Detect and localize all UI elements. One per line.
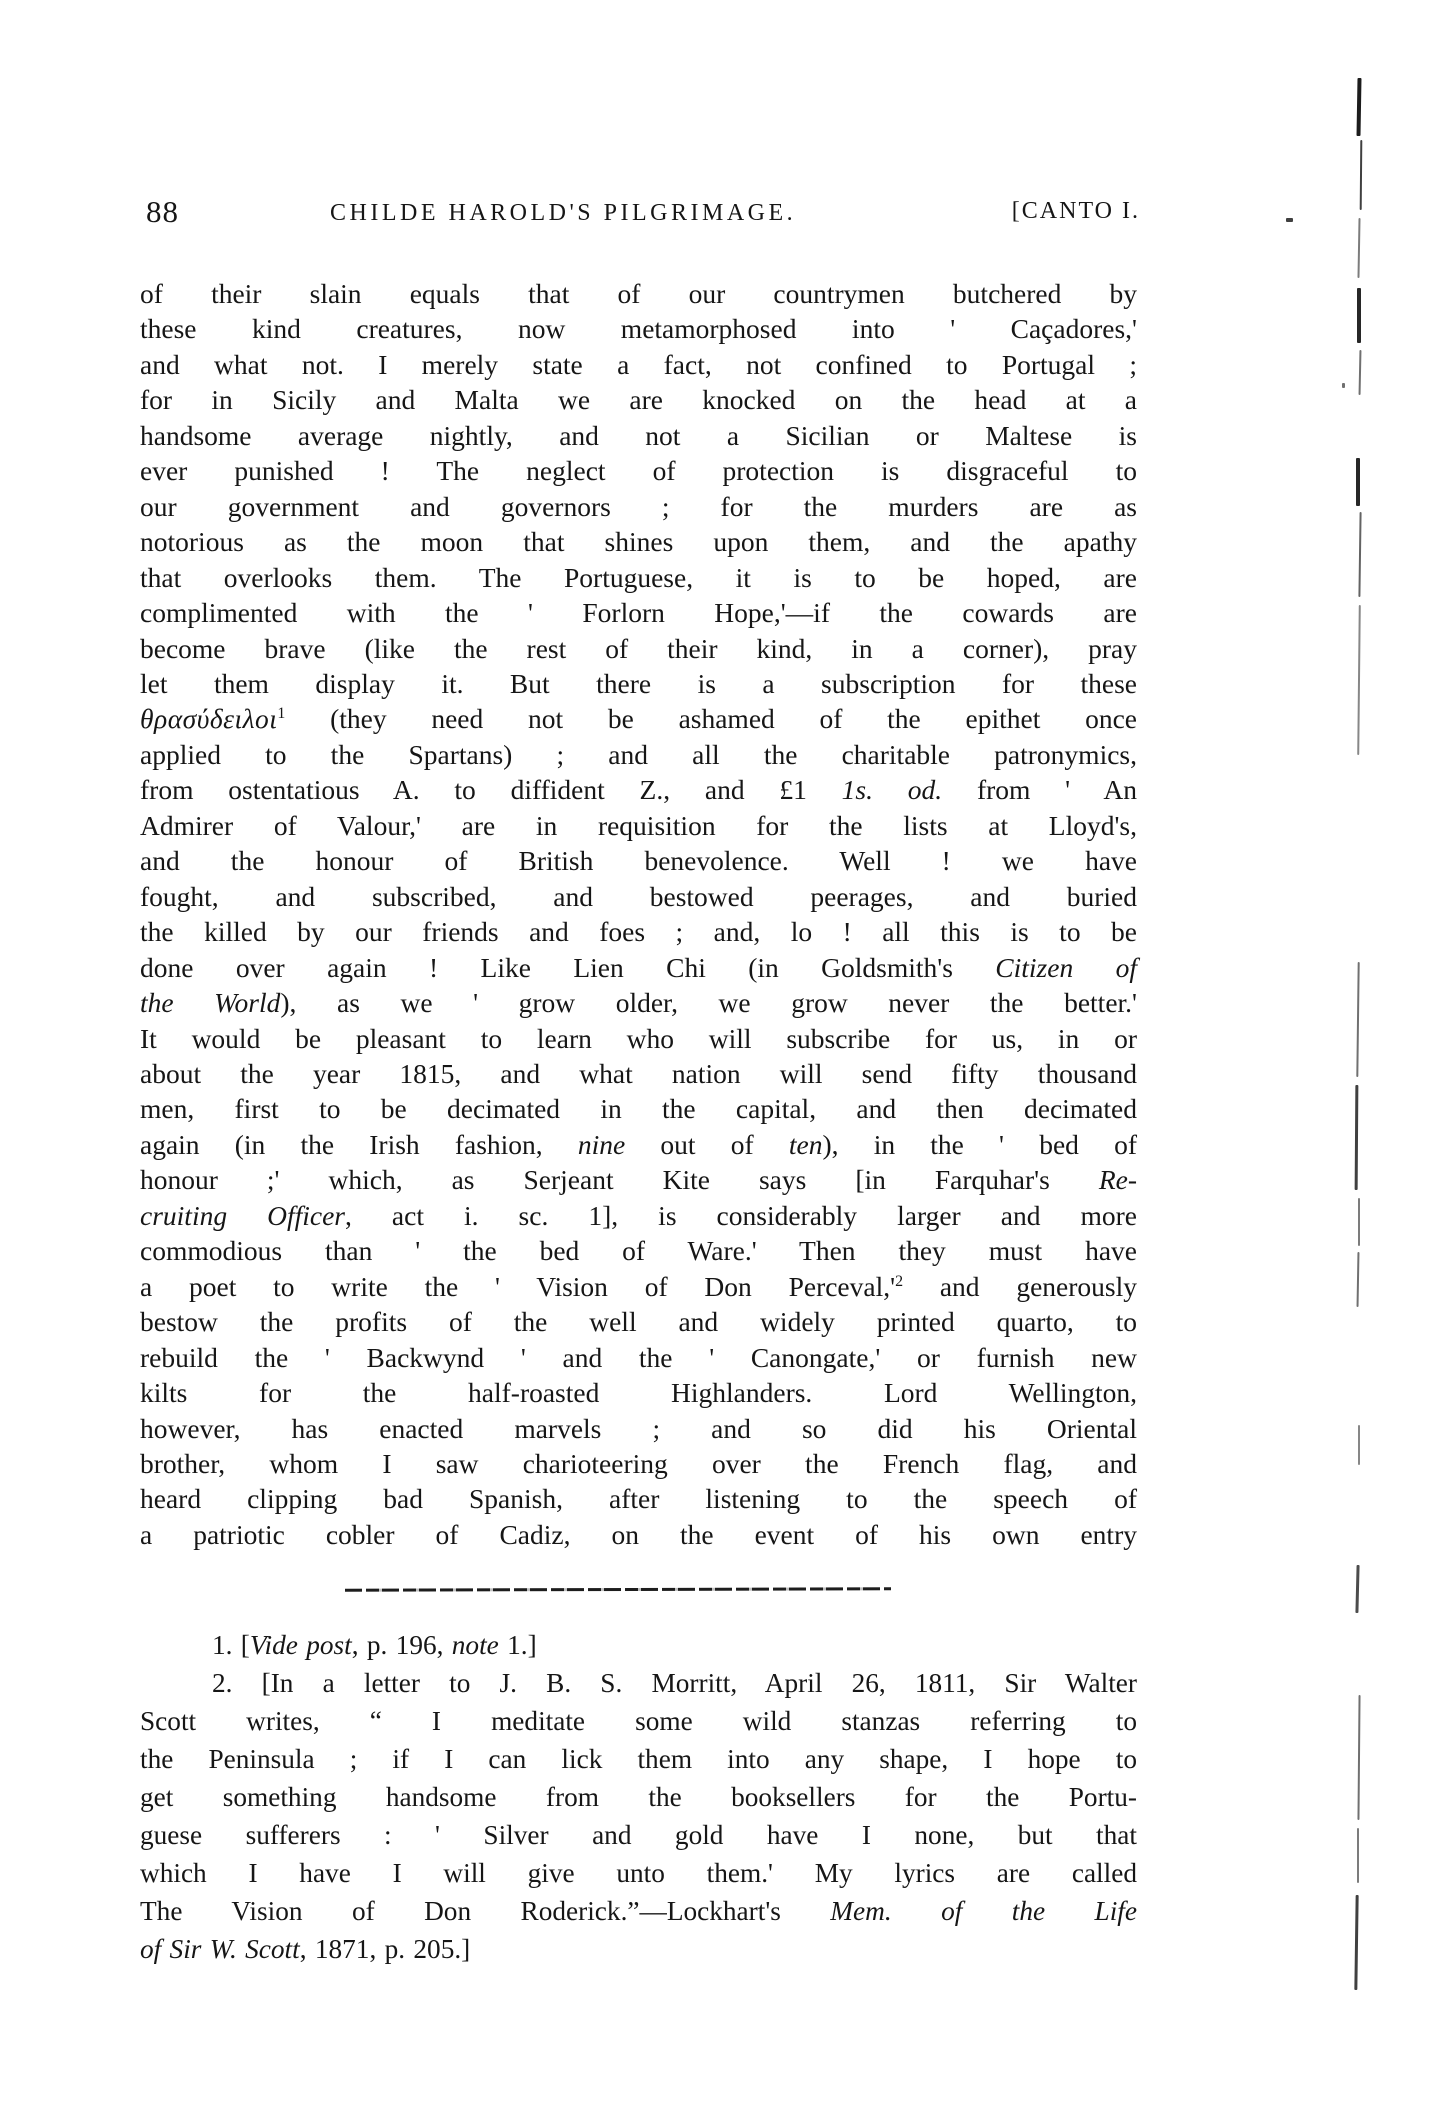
scan-artifact	[1342, 383, 1345, 388]
text-segment: complimented with the ' Forlorn Hope,'—if the cowards are	[140, 597, 1137, 629]
text-segment: however, has enacted marvels ; and so did his Oriental	[140, 1412, 1137, 1444]
text-segment: a poet to write the ' Vision of Don Perceval,'	[140, 1270, 896, 1302]
body-text-line	[140, 1340, 1137, 1375]
body-text-line	[140, 560, 1137, 595]
footnote-line	[140, 1664, 1137, 1702]
text-segment: a patriotic cobler of Cadiz, on the event of his own entry	[140, 1518, 1137, 1550]
text-segment: rebuild the ' Backwynd ' and the ' Canongate,' or furnish new	[140, 1341, 1137, 1373]
text-segment: honour ;' which, as Serjeant Kite says [in Farquhar's	[140, 1164, 1099, 1196]
scan-artifact	[1356, 78, 1361, 136]
scan-artifact	[1358, 1425, 1360, 1465]
body-text-line	[140, 489, 1137, 524]
text-segment: ), as we ' grow older, we grow never the better.'	[280, 987, 1137, 1019]
scan-artifact	[1360, 140, 1363, 210]
text-segment: fought, and subscribed, and bestowed peerages, and buried	[140, 880, 1137, 912]
body-text-line	[140, 347, 1137, 382]
text-segment: Vide post	[249, 1630, 352, 1660]
text-segment: and the honour of British benevolence. Well ! we have	[140, 845, 1137, 877]
scan-artifact	[1357, 605, 1361, 755]
body-text-line	[140, 595, 1137, 630]
body-text-line	[140, 914, 1137, 949]
text-segment: Scott writes, “ I meditate some wild stanzas referring to	[140, 1706, 1137, 1736]
text-segment: for in Sicily and Malta we are knocked on the head at a	[140, 384, 1137, 416]
scan-artifact	[1357, 1695, 1360, 1820]
canto-label: [CANTO I.	[1011, 198, 1140, 224]
body-text-line	[140, 666, 1137, 701]
scan-artifact	[1354, 1895, 1358, 1990]
text-segment: notorious as the moon that shines upon them, and the apathy	[140, 526, 1137, 558]
scan-artifact	[1356, 962, 1359, 1077]
page-number: 88	[146, 194, 179, 229]
body-text-line	[140, 737, 1137, 772]
text-segment: ), in the ' bed of	[822, 1128, 1137, 1160]
scan-artifact	[1357, 288, 1361, 343]
scan-artifact	[1357, 1252, 1360, 1307]
body-text-line	[140, 772, 1137, 807]
text-segment: kilts for the half-roasted Highlanders. Lord Wellington,	[140, 1377, 1137, 1409]
text-segment: of their slain equals that of our countrymen butchered by	[140, 278, 1137, 309]
text-segment: of Sir W. Scott	[140, 1934, 300, 1964]
text-segment: the Peninsula ; if I can lick them into any shape, I hope to	[140, 1744, 1137, 1774]
text-segment: ever punished ! The neglect of protection is disgraceful to	[140, 455, 1137, 487]
scan-artifact	[1357, 1828, 1359, 1883]
text-segment: ten	[788, 1128, 823, 1160]
text-segment: our government and governors ; for the murders are as	[140, 490, 1137, 522]
body-text-line	[140, 1517, 1137, 1552]
text-segment: the killed by our friends and foes ; and, lo ! all this is to be	[140, 916, 1137, 948]
body-text-line	[140, 1233, 1137, 1268]
body-text-line	[140, 985, 1137, 1020]
text-segment: Admirer of Valour,' are in requisition for the lists at Lloyd's,	[140, 809, 1137, 841]
text-segment: 1.]	[498, 1630, 537, 1660]
body-text-line	[140, 276, 1137, 311]
text-segment: Citizen of	[995, 951, 1137, 983]
text-segment: and what not. I merely state a fact, not confined to Portugal ;	[140, 348, 1137, 380]
text-segment: done over again ! Like Lien Chi (in Goldsmith's	[140, 951, 996, 983]
footnote-reference: 2	[895, 1272, 904, 1290]
body-text-line	[140, 1198, 1137, 1233]
text-segment: , p. 196,	[351, 1630, 452, 1660]
text-segment: commodious than ' the bed of Ware.' Then they must have	[140, 1235, 1137, 1267]
text-segment: handsome average nightly, and not a Sicilian or Maltese is	[140, 419, 1137, 451]
text-segment: the World	[140, 987, 281, 1019]
text-segment: note	[451, 1630, 499, 1660]
footnote-line	[140, 1892, 1137, 1930]
body-text-line	[140, 382, 1137, 417]
text-segment: applied to the Spartans) ; and all the charitable patronymics,	[140, 738, 1137, 770]
body-text-line	[140, 418, 1137, 453]
footnote-line	[140, 1854, 1137, 1892]
scan-artifact	[1358, 512, 1361, 597]
text-segment: (they need not be ashamed of the epithet once	[285, 703, 1137, 735]
body-text-line	[140, 950, 1137, 985]
text-segment: The Vision of Don Roderick.”—Lockhart's	[140, 1896, 831, 1926]
footnote-separator	[345, 1587, 891, 1591]
text-segment: cruiting Officer	[140, 1199, 346, 1231]
body-text-line	[140, 808, 1137, 843]
scan-artifact	[1286, 218, 1293, 222]
scan-artifact	[1355, 1565, 1359, 1613]
text-segment: 2. [In a letter to J. B. S. Morritt, April 26, 1811, Sir Walter	[212, 1668, 1137, 1698]
footnote-line	[140, 1740, 1137, 1778]
text-segment: let them display it. But there is a subscription for these	[140, 667, 1137, 699]
text-segment: heard clipping bad Spanish, after listening to the speech of	[140, 1483, 1137, 1515]
text-segment: become brave (like the rest of their kind, in a corner), pray	[140, 632, 1137, 664]
scan-artifact	[1358, 1198, 1360, 1246]
body-text-line	[140, 1481, 1137, 1516]
text-segment: , 1871, p. 205.]	[299, 1934, 471, 1964]
text-segment: get something handsome from the booksellers for the Portu-	[140, 1782, 1137, 1812]
text-segment: men, first to be decimated in the capital, and then decimated	[140, 1093, 1137, 1125]
text-segment: , act i. sc. 1], is considerably larger and more	[345, 1199, 1137, 1231]
body-text-line	[140, 1304, 1137, 1339]
body-text-line	[140, 701, 1137, 736]
body-text-line	[140, 631, 1137, 666]
scan-artifact	[1357, 218, 1360, 278]
text-segment: from ' An	[942, 774, 1138, 806]
text-segment: Mem. of the Life	[830, 1896, 1137, 1926]
text-segment: again (in the Irish fashion,	[140, 1128, 578, 1160]
footnote-line	[140, 1930, 1137, 1968]
text-segment: It would be pleasant to learn who will subscribe for us, in or	[140, 1022, 1137, 1054]
body-text-line	[140, 1269, 1137, 1304]
footnotes-block	[140, 1626, 1137, 1968]
greek-text: θρασύδειλοι	[140, 703, 278, 735]
text-segment: these kind creatures, now metamorphosed into ' Caçadores,'	[140, 313, 1137, 345]
body-text-line	[140, 1411, 1137, 1446]
footnote-line	[140, 1816, 1137, 1854]
text-segment: that overlooks them. The Portuguese, it is to be hoped, are	[140, 561, 1137, 593]
text-segment: from ostentatious A. to diffident Z., and £1	[140, 774, 842, 806]
text-segment: Re-	[1098, 1164, 1137, 1196]
running-title: CHILDE HAROLD'S PILGRIMAGE.	[330, 200, 797, 226]
text-segment: 1s. od.	[841, 774, 943, 806]
body-text-line	[140, 1056, 1137, 1091]
text-segment: which I have I will give unto them.' My lyrics are called	[140, 1858, 1137, 1888]
body-text-line	[140, 1446, 1137, 1481]
scan-artifact	[1356, 458, 1360, 506]
text-segment: 1. [	[212, 1630, 250, 1660]
footnote-reference: 1	[277, 705, 286, 723]
body-text-line	[140, 311, 1137, 346]
text-segment: nine	[577, 1128, 626, 1160]
text-segment: about the year 1815, and what nation will send fifty thousand	[140, 1057, 1137, 1089]
body-text-line	[140, 1127, 1137, 1162]
text-segment: bestow the profits of the well and widely printed quarto, to	[140, 1306, 1137, 1338]
scan-artifact	[1355, 1085, 1359, 1190]
body-text-line	[140, 1162, 1137, 1197]
body-text-line	[140, 1375, 1137, 1410]
body-text-line	[140, 879, 1137, 914]
body-text-line	[140, 524, 1137, 559]
body-text-line	[140, 1091, 1137, 1126]
text-segment: out of	[625, 1128, 789, 1160]
footnote-line	[140, 1778, 1137, 1816]
text-segment: brother, whom I saw charioteering over the French flag, and	[140, 1447, 1137, 1479]
body-text-line	[140, 453, 1137, 488]
footnote-line	[140, 1626, 1137, 1664]
scan-artifact	[1359, 350, 1362, 395]
main-text-block	[140, 276, 1137, 1552]
text-segment: guese sufferers : ' Silver and gold have I none, but that	[140, 1820, 1137, 1850]
text-segment: and generously	[903, 1270, 1137, 1302]
body-text-line	[140, 1021, 1137, 1056]
footnote-line	[140, 1702, 1137, 1740]
body-text-line	[140, 843, 1137, 878]
